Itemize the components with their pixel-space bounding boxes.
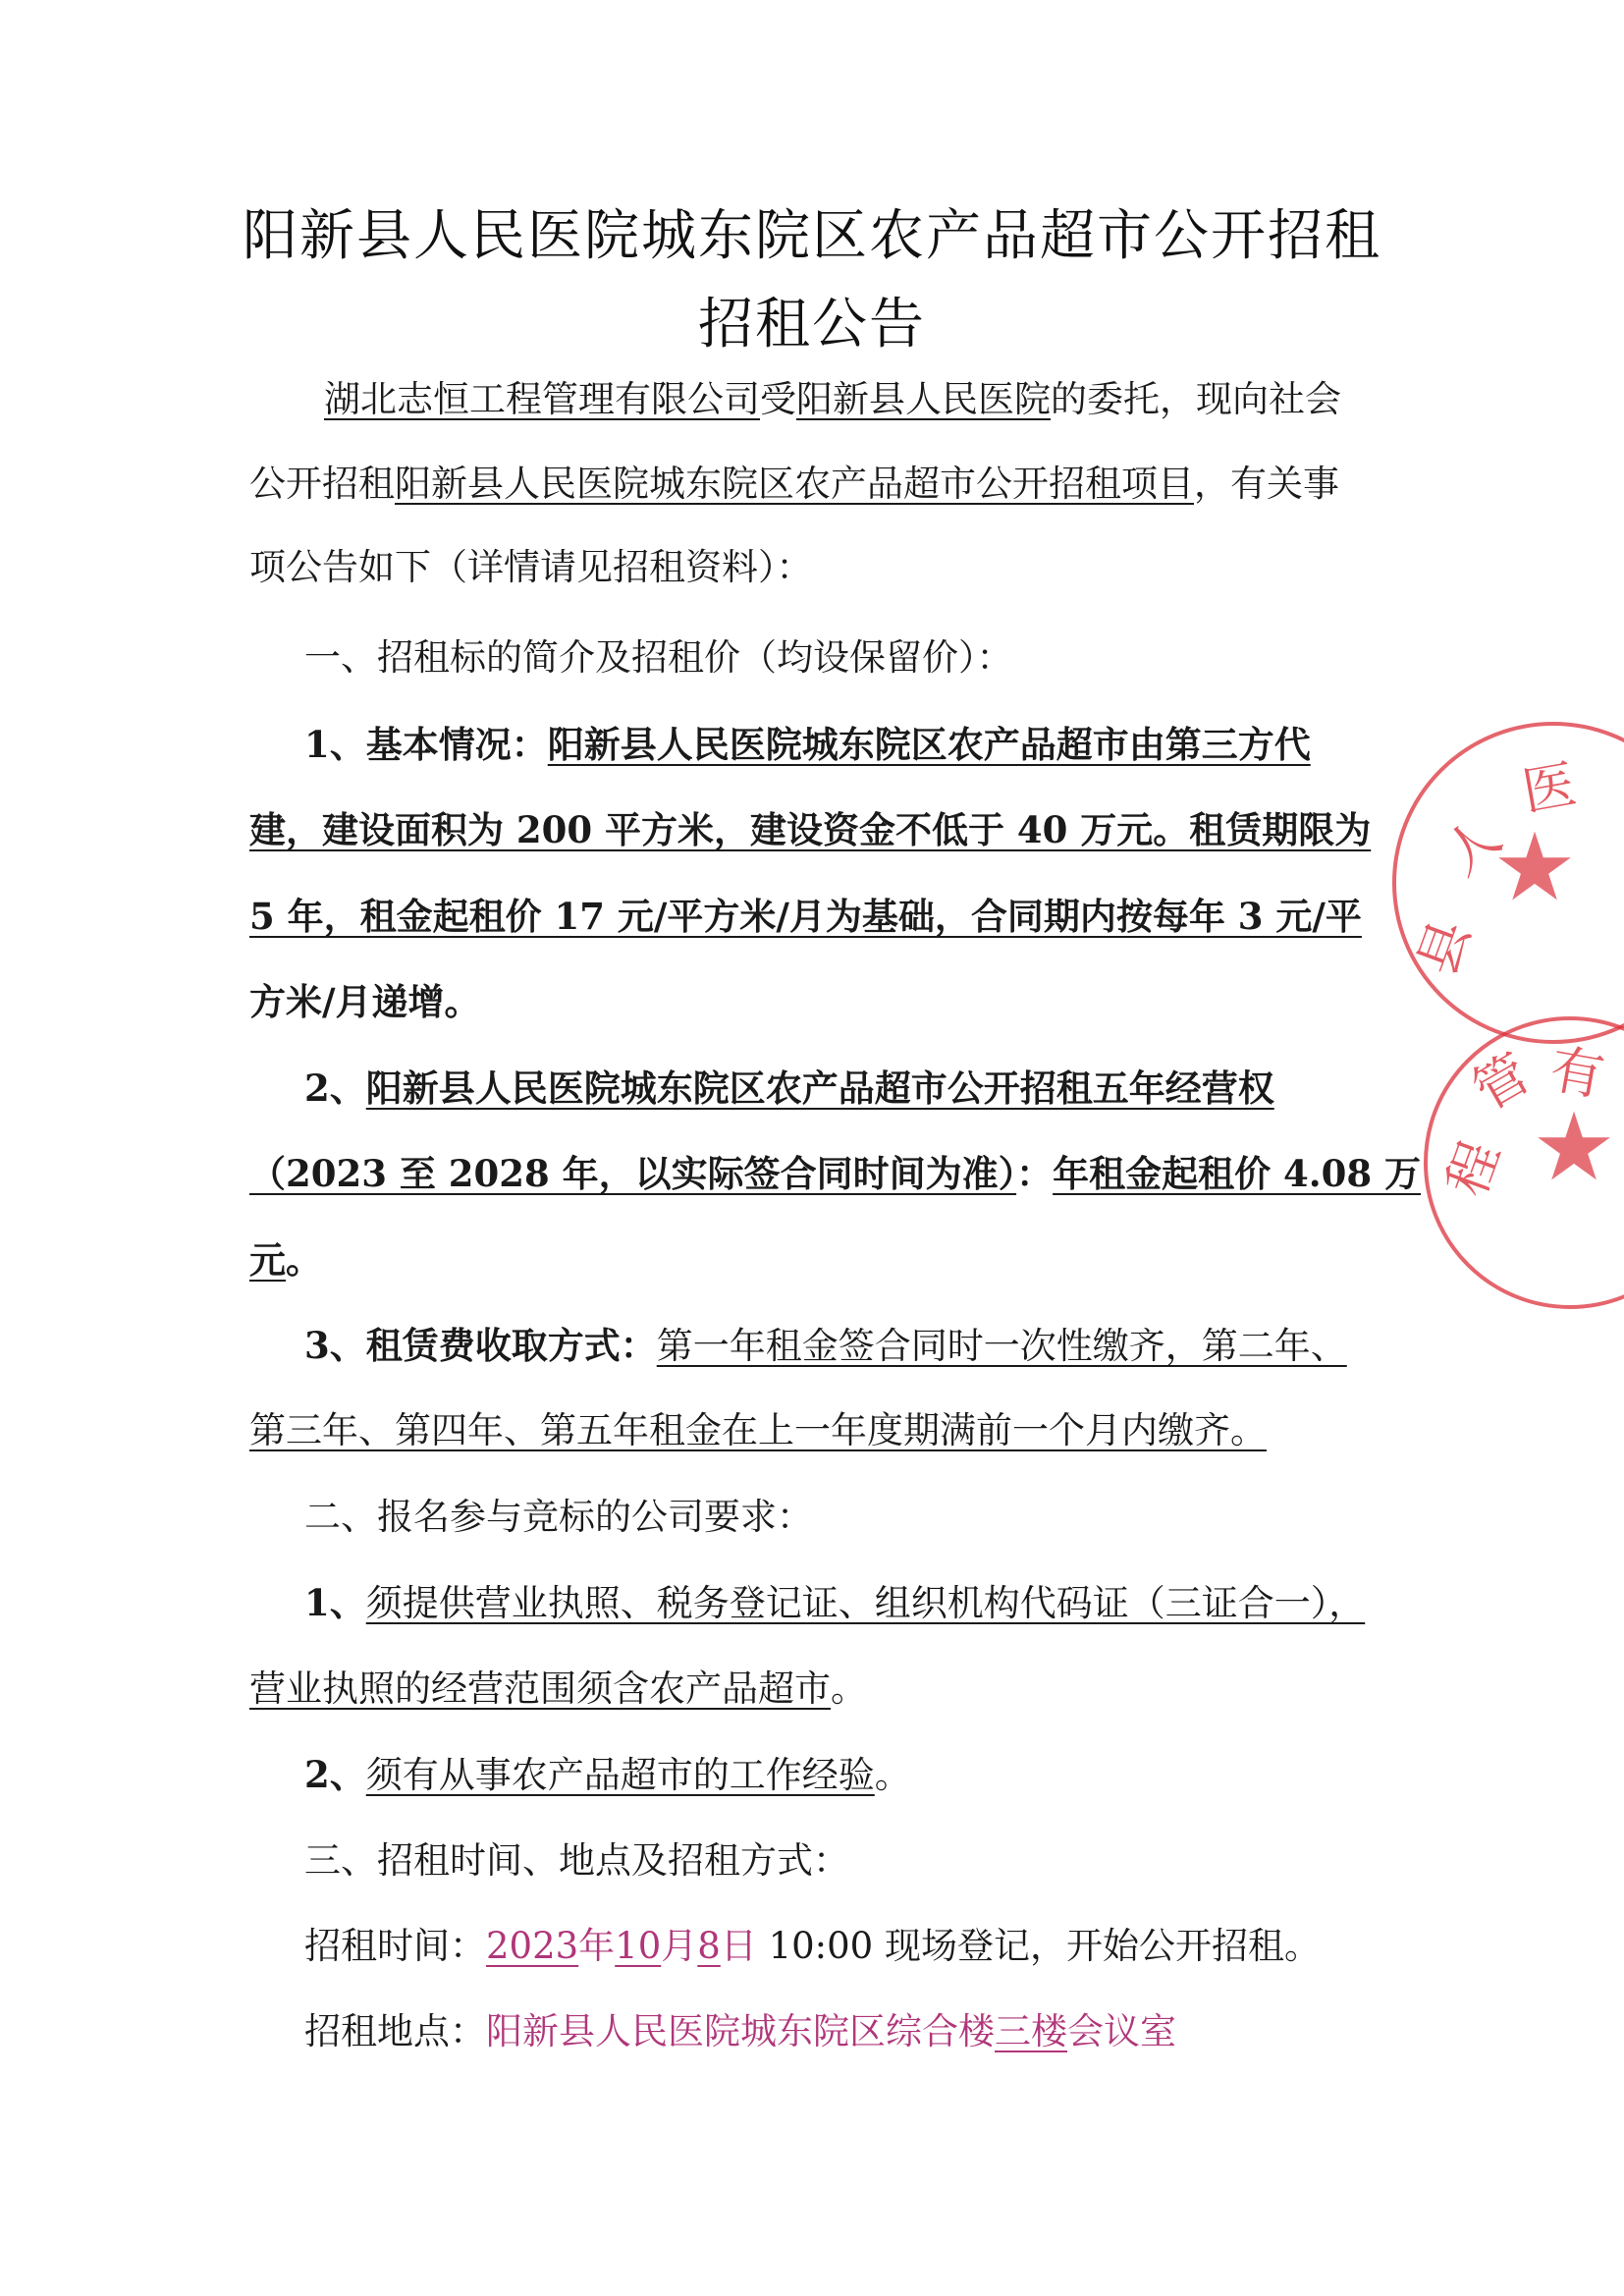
s2-item2: 2、须有从事农产品超市的工作经验。 (304, 1753, 911, 1796)
company-seal-text-a: 管 (1462, 1042, 1541, 1122)
project-name: 阳新县人民医院城东院区农产品超市公开招租项目 (395, 463, 1194, 505)
rental-day: 8 (697, 1925, 721, 1967)
rental-year: 2023 (486, 1925, 579, 1967)
hospital-seal-text-c: 县 (1405, 911, 1483, 984)
client-name: 阳新县人民医院 (796, 378, 1051, 420)
s1-item1-line2: 建，建设面积为 200 平方米，建设资金不低于 40 万元。租赁期限为 (249, 808, 1372, 851)
rental-time: 招租时间：2023年10月8日 10:00 现场登记，开始公开招租。 (304, 1925, 1321, 1967)
s1-item3-line1: 3、租赁费收取方式：第一年租金签合同时一次性缴齐，第二年、 (304, 1324, 1347, 1367)
s2-item1-line1: 1、须提供营业执照、税务登记证、组织机构代码证（三证合一）， (304, 1581, 1366, 1624)
hospital-seal-star-icon: ★ (1492, 812, 1578, 922)
s1-item1-line1: 1、基本情况：阳新县人民医院城东院区农产品超市由第三方代 (304, 723, 1311, 766)
section3-heading: 三、招租时间、地点及招租方式： (304, 1839, 849, 1882)
s1-item3-line2: 第三年、第四年、第五年租金在上一年度期满前一个月内缴齐。 (249, 1409, 1267, 1451)
company-seal-text-b: 程 (1435, 1132, 1512, 1205)
document-title-line1: 阳新县人民医院城东院区农产品超市公开招租 (243, 204, 1381, 268)
hospital-seal-text-a: 人 (1432, 805, 1513, 888)
company-seal-text-c: 有 (1545, 1037, 1609, 1109)
s1-item1-line3: 5 年，租金起租价 17 元/平方米/月为基础，合同期内按每年 3 元/平 (249, 895, 1362, 938)
section2-heading: 二、报名参与竞标的公司要求： (304, 1496, 813, 1538)
intro-line-3: 项公告如下（详情请见招租资料）： (249, 546, 813, 588)
s2-item1-line2: 营业执照的经营范围须含农产品超市。 (249, 1667, 867, 1710)
intro-line-2: 公开招租阳新县人民医院城东院区农产品超市公开招租项目，有关事 (249, 463, 1339, 505)
rental-month: 10 (615, 1925, 662, 1967)
hospital-seal-text-b: 医 (1517, 752, 1581, 824)
s1-item2-line3: 元。 (249, 1238, 322, 1282)
agent-company: 湖北志恒工程管理有限公司 (324, 378, 760, 420)
rental-place: 招租地点：阳新县人民医院城东院区综合楼三楼会议室 (304, 2010, 1176, 2052)
intro-line-1: 湖北志恒工程管理有限公司受阳新县人民医院的委托，现向社会 (324, 378, 1341, 420)
s1-item2-line1: 2、阳新县人民医院城东院区农产品超市公开招租五年经营权 (304, 1066, 1274, 1110)
company-seal-star-icon: ★ (1532, 1092, 1617, 1202)
s1-item1-line4: 方米/月递增。 (249, 980, 481, 1023)
s1-item2-line2: （2023 至 2028 年，以实际签合同时间为准）：年租金起租价 4.08 万 (249, 1152, 1421, 1195)
section1-heading: 一、招租标的简介及招租价（均设保留价）： (304, 636, 1013, 679)
document-title-line2: 招租公告 (698, 293, 926, 356)
